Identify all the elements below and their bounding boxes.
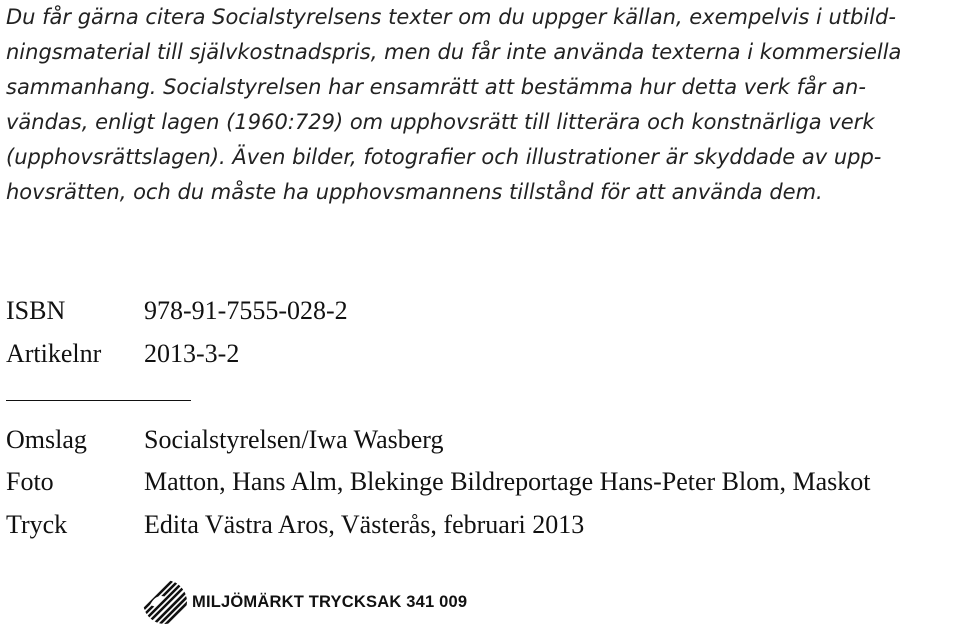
copyright-line: hovsrätten, och du måste ha upphovsmannens tillstånd för att använda dem. [6, 180, 823, 204]
copyright-line: sammanhang. Socialstyrelsen har ensamrätt att bestämma hur detta verk får an- [6, 75, 866, 99]
article-number-label: Artikelnr [6, 339, 102, 368]
swan-ecolabel-icon [142, 579, 188, 625]
print-label: Tryck [6, 510, 68, 539]
article-number-value: 2013-3-2 [144, 339, 240, 368]
cover-credit-row [6, 425, 443, 455]
photo-credit-row [6, 467, 870, 497]
print-credit-row [6, 510, 584, 540]
isbn-value: 978-91-7555-028-2 [144, 296, 348, 325]
copyright-line: ningsmaterial till självkostnadspris, men du får inte använda texterna i kommersiella [6, 40, 902, 64]
copyright-line: Du får gärna citera Socialstyrelsens texter om du uppger källan, exempelvis i utbild- [6, 5, 896, 29]
isbn-row [6, 296, 348, 326]
photo-value: Matton, Hans Alm, Blekinge Bildreportage Hans-Peter Blom, Maskot [144, 467, 871, 496]
ecolabel [142, 577, 467, 627]
photo-label: Foto [6, 467, 54, 496]
copyright-notice [6, 0, 956, 210]
divider-rule [6, 400, 191, 401]
article-number-row [6, 339, 239, 369]
copyright-line: vändas, enligt lagen (1960:729) om upphovsrätt till litterära och konstnärliga verk [6, 110, 875, 134]
print-value: Edita Västra Aros, Västerås, februari 2013 [144, 510, 585, 539]
isbn-label: ISBN [6, 296, 66, 325]
cover-value: Socialstyrelsen/Iwa Wasberg [144, 425, 444, 454]
cover-label: Omslag [6, 425, 87, 454]
ecolabel-text: MILJÖMÄRKT TRYCKSAK 341 009 [192, 592, 468, 611]
copyright-line: (upphovsrättslagen). Även bilder, fotografier och illustrationer är skyddade av upp- [6, 145, 882, 169]
